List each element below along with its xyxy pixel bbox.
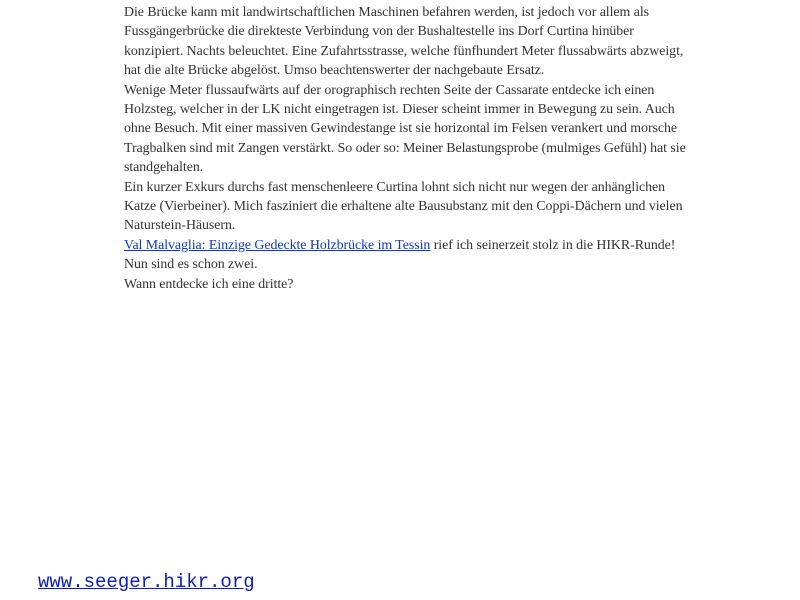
paragraph-wooden-footbridge: Wenige Meter flussaufwärts auf der orographisch rechten Seite der Cassarate entdecke ich einen Holzsteg, welcher in der LK nicht eingetragen ist. Dieser scheint immer in Bewegung zu sein. Auch ohne Besuch. Mit einer massiven Gewindestange ist sie horizontal im Felsen verankert und morsche Tragbalken sind mit Zangen verstärkt. So oder so: Meiner Belastungsprobe (mulmiges Gefühl) hat sie standgehalten. [124,82,686,176]
paragraph-covered-bridge-reference [124,236,689,275]
paragraph-bridge-description: Die Brücke kann mit landwirtschaftlichen Maschinen befahren werden, ist jedoch vor allem als Fussgängerbrücke die direkteste Verbindung von der Bushaltestelle ins Dorf Curtina hinüber konzipiert. Nachts beleuchtet. Eine Zufahrtsstrasse, welche fünfhundert Meter flussabwärts abzweigt, hat die alte Brücke abgelöst. Umso beachtenswerter der nachgebaute Ersatz. [124,5,684,79]
footer-site-link[interactable]: www.seeger.hikr.org [38,571,255,593]
paragraph-closing-question: Wann entdecke ich eine dritte? [124,276,294,292]
val-malvaglia-link[interactable]: Val Malvaglia: Einzige Gedeckte Holzbrücke im Tessin [124,237,431,253]
article-body [124,3,689,294]
paragraph-curtina-excursion: Ein kurzer Exkurs durchs fast menschenleere Curtina lohnt sich nicht nur wegen der anhänglichen Katze (Vierbeiner). Mich fasziniert die erhaltene alte Bausubstanz mit den Coppi-Dächern und vielen Naturstein-Häusern. [124,179,683,234]
paragraph-covered-bridge-text: rief ich seinerzeit stolz in die HIKR-Runde! Nun sind es schon zwei. [124,237,676,273]
